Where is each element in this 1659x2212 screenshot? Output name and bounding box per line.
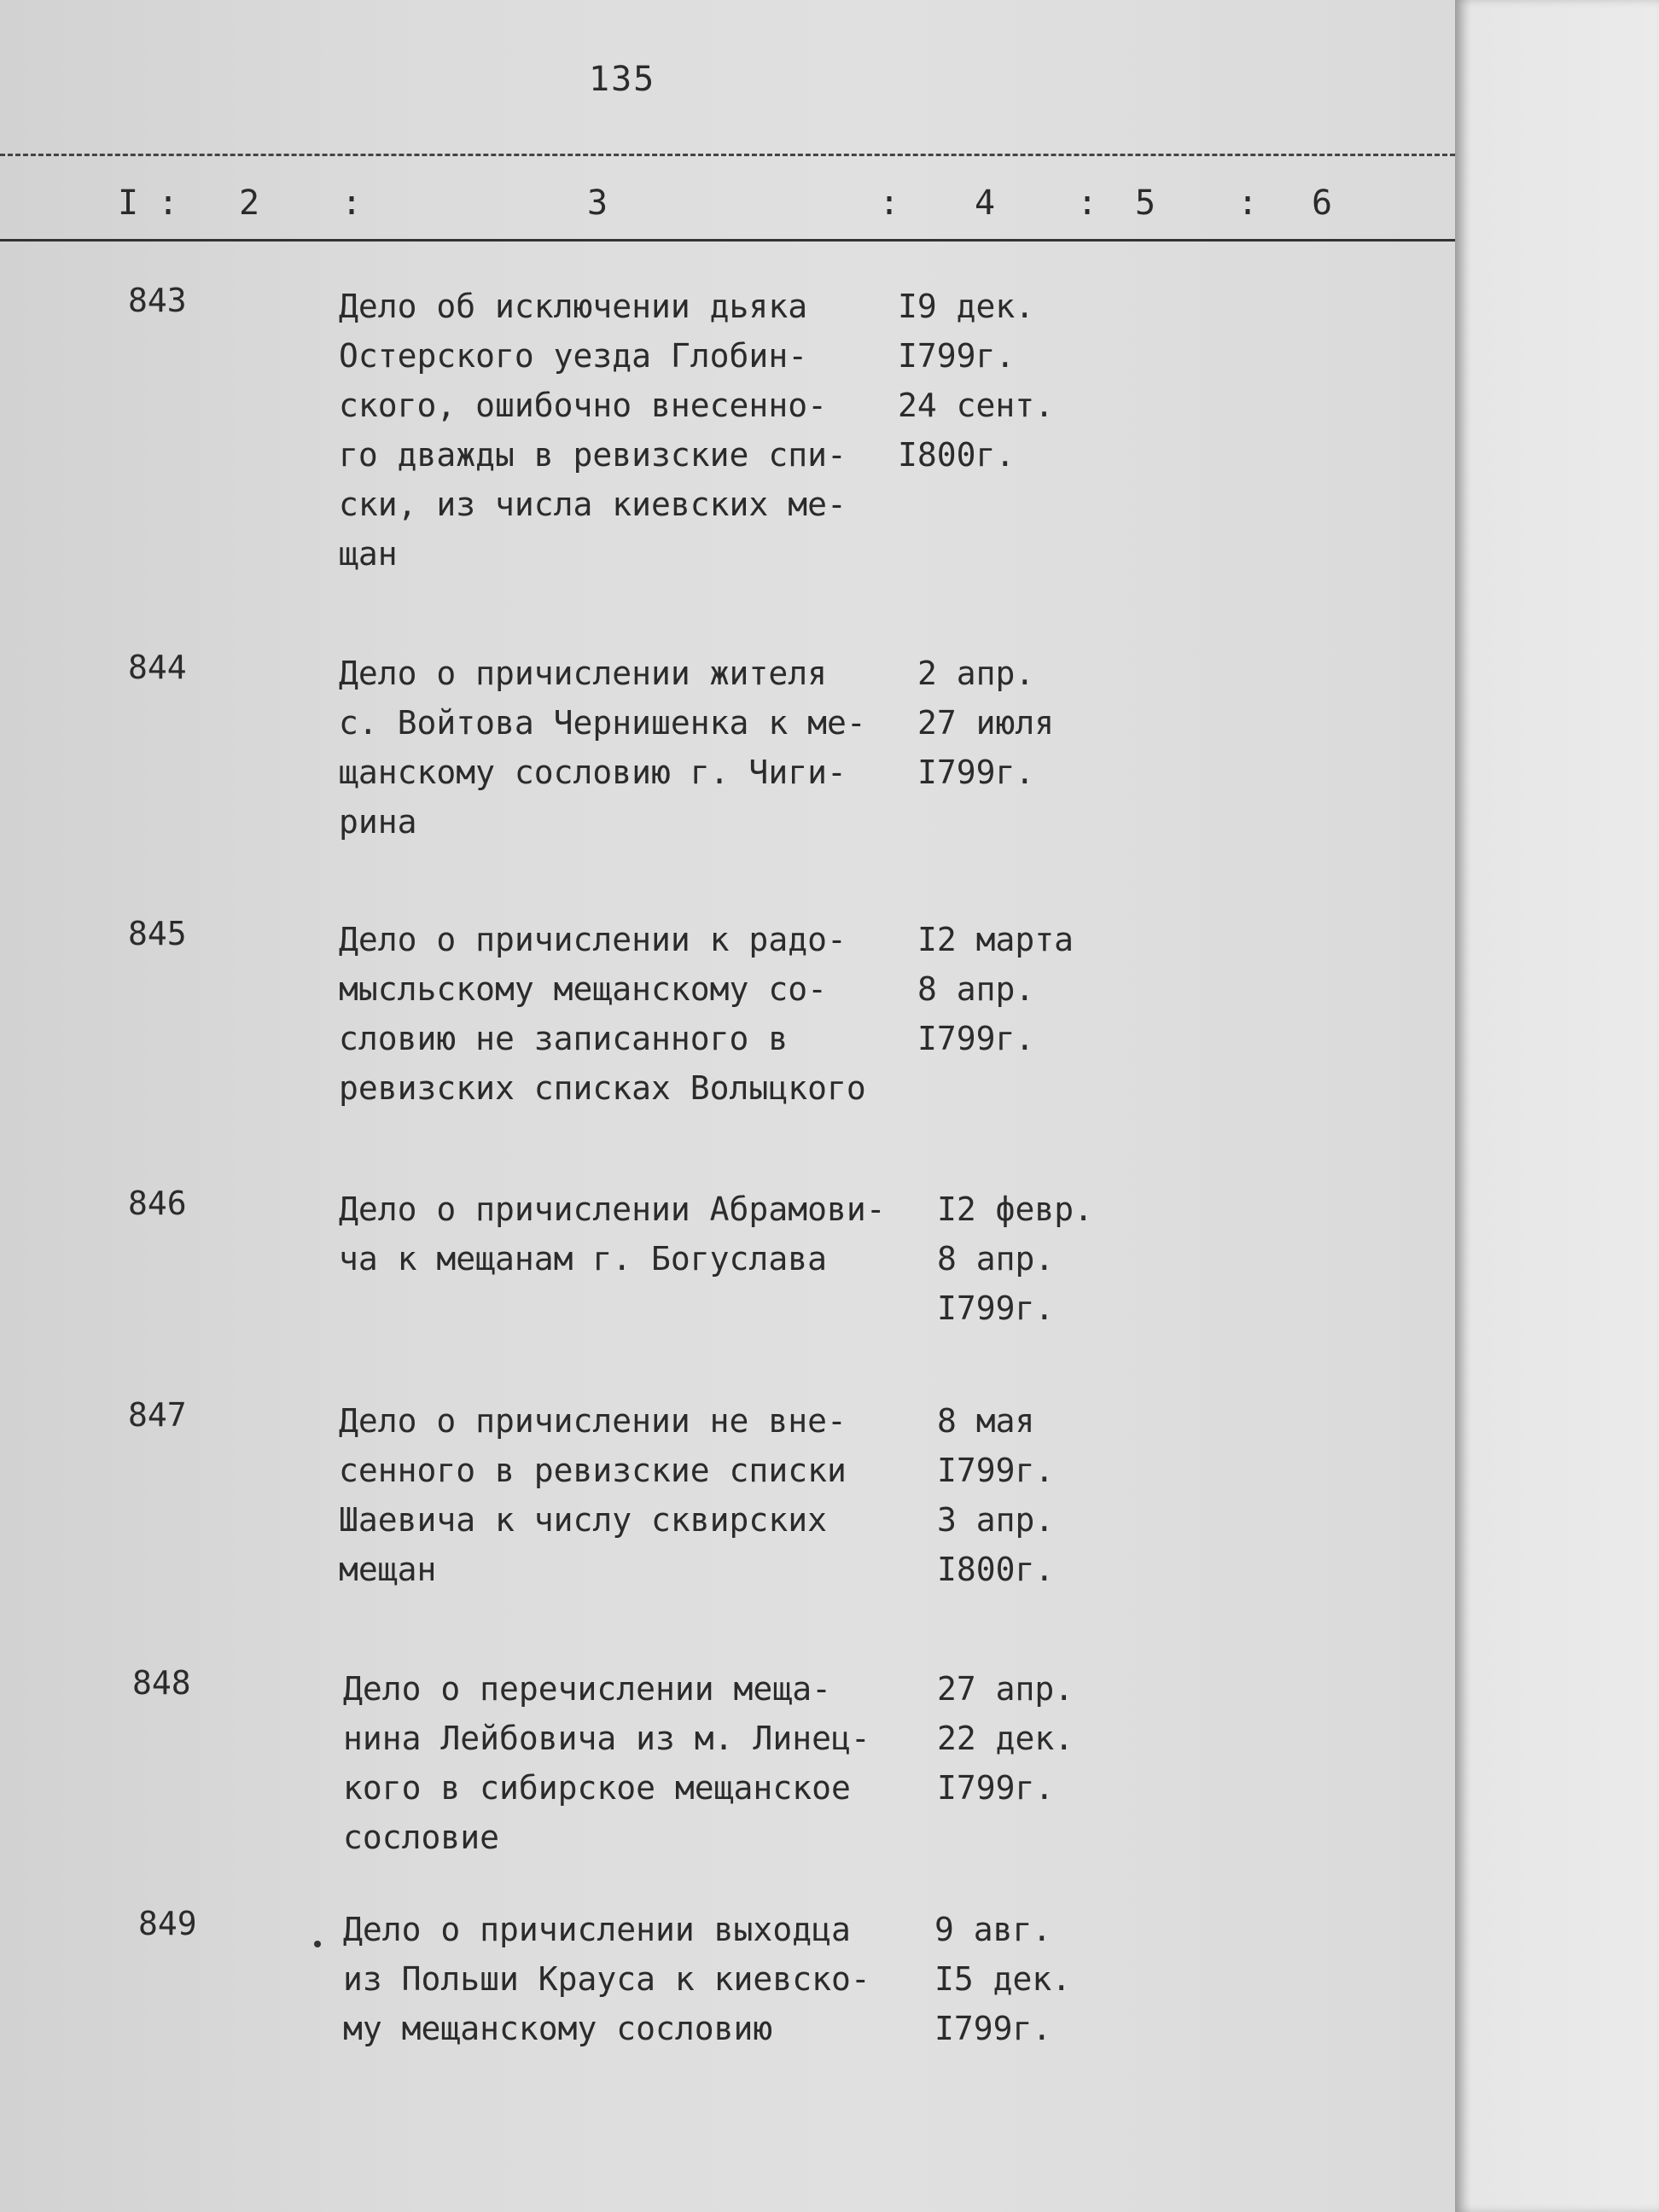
page-background-edge <box>1455 0 1659 2212</box>
entry-dates: 8 мая I799г. 3 апр. I800г. <box>937 1402 1055 1588</box>
entry-description: Дело о причислении к радо- мысльскому мещанскому со- словию не записанного в ревизских списках Волыцкого <box>339 921 866 1107</box>
entry-description: Дело о причислении выходца из Польши Крауса к киевско- му мещанскому сословию <box>343 1911 870 2047</box>
page-number: 135 <box>589 60 656 99</box>
column-separator: : <box>158 183 179 223</box>
entry-number: 849 <box>138 1905 197 1942</box>
entry-dates: 27 апр. 22 дек. I799г. <box>937 1670 1074 1807</box>
bullet-mark <box>314 1941 321 1947</box>
column-header-5: 5 <box>1135 183 1156 223</box>
entry-number: 846 <box>128 1185 187 1222</box>
column-separator: : <box>1237 183 1259 223</box>
column-separator: : <box>1077 183 1098 223</box>
header-rule-top <box>0 154 1455 156</box>
entry-description: Дело о причислении жителя с. Войтова Чернишенка к ме- щанскому сословию г. Чиги- рина <box>339 655 866 841</box>
entry-description: Дело об исключении дьяка Остерского уезда Глобин- ского, ошибочно внесенно- го дважды в ревизские спи- ски, из числа киевских ме- щан <box>339 288 847 573</box>
column-header-3: 3 <box>587 183 608 223</box>
entry-dates: I2 февр. 8 апр. I799г. <box>937 1190 1094 1327</box>
header-rule-bottom <box>0 239 1455 242</box>
entry-number: 844 <box>128 649 187 686</box>
entry-number: 845 <box>128 915 187 952</box>
entry-dates: I2 марта 8 апр. I799г. <box>917 921 1074 1057</box>
entry-description: Дело о причислении не вне- сенного в ревизские списки Шаевича к числу сквирских мещан <box>339 1402 847 1588</box>
column-header-2: 2 <box>239 183 260 223</box>
entry-dates: 2 апр. 27 июля I799г. <box>917 655 1055 791</box>
entry-dates: I9 дек. I799г. 24 сент. I800г. <box>898 288 1055 474</box>
column-separator: : <box>341 183 363 223</box>
entry-dates: 9 авг. I5 дек. I799г. <box>934 1911 1072 2047</box>
column-header-6: 6 <box>1312 183 1333 223</box>
entry-description: Дело о причислении Абрамови- ча к мещанам г. Богуслава <box>339 1190 886 1278</box>
column-separator: : <box>879 183 900 223</box>
column-header-1: I <box>118 183 139 223</box>
entry-number: 843 <box>128 282 187 319</box>
entry-number: 847 <box>128 1396 187 1434</box>
column-header-4: 4 <box>975 183 996 223</box>
entry-number: 848 <box>132 1664 191 1702</box>
entry-description: Дело о перечислении меща- нина Лейбовича из м. Линец- кого в сибирское мещанское сословие <box>343 1670 870 1856</box>
